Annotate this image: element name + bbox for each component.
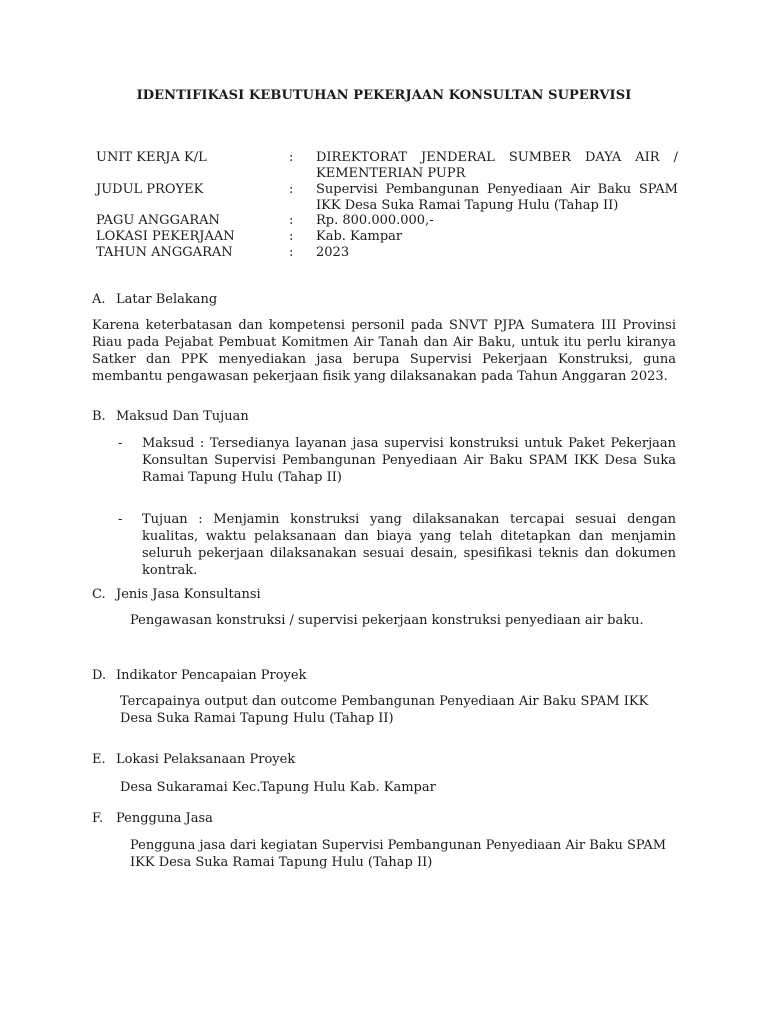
bullet-text: Tujuan : Menjamin konstruksi yang dilaksanakan tercapai sesuai dengan kualitas, waktu pelaksanaan dan biaya yang telah ditetapkan dan menjamin seluruh pekerjaan dilaksanakan sesuai desain, spesifikasi teknis dan dokumen kontrak. [142,512,676,578]
info-value: 2023 [316,245,350,260]
section-title: Jenis Jasa Konsultansi [116,587,261,602]
info-value: Supervisi Pembangunan Penyediaan Air Baku SPAM IKK Desa Suka Ramai Tapung Hulu (Tahap II) [316,182,678,213]
info-label: TAHUN ANGGARAN [96,245,233,260]
info-row-judul-proyek [96,182,680,214]
section-b-heading [92,409,249,425]
section-a-heading [92,292,217,308]
section-letter: C. [92,587,106,602]
section-letter: F. [92,811,104,826]
info-value: Rp. 800.000.000,- [316,213,434,228]
info-row-pagu-anggaran [96,213,680,229]
info-colon: : [289,245,294,260]
info-row-unit-kerja [96,150,680,182]
info-label: UNIT KERJA K/L [96,150,207,165]
section-d-body: Tercapainya output dan outcome Pembangunan Penyediaan Air Baku SPAM IKK Desa Suka Ramai Tapung Hulu (Tahap II) [120,694,649,726]
bullet-text: Maksud : Tersedianya layanan jasa supervisi konstruksi untuk Paket Pekerjaan Konsultan Supervisi Pembangunan Penyediaan Air Baku SPAM IKK Desa Suka Ramai Tapung Hulu (Tahap II) [142,436,676,485]
info-row-tahun-anggaran [96,245,680,261]
section-letter: B. [92,409,106,424]
section-f-body: Pengguna jasa dari kegiatan Supervisi Pembangunan Penyediaan Air Baku SPAM IKK Desa Suka Ramai Tapung Hulu (Tahap II) [130,838,667,870]
section-title: Lokasi Pelaksanaan Proyek [116,752,296,767]
bullet-dash: - [118,512,123,527]
info-colon: : [289,213,294,228]
info-row-lokasi-pekerjaan [96,229,680,245]
bullet-maksud [118,435,676,486]
section-letter: D. [92,668,107,683]
section-c-heading [92,587,261,603]
section-d-heading [92,668,306,684]
section-title: Pengguna Jasa [116,811,213,826]
info-label: JUDUL PROYEK [96,182,204,197]
section-letter: A. [92,292,106,307]
info-value: DIREKTORAT JENDERAL SUMBER DAYA AIR / KEMENTERIAN PUPR [316,150,678,181]
bullet-dash: - [118,436,123,451]
section-title: Indikator Pencapaian Proyek [116,668,307,683]
bullet-tujuan [118,511,676,579]
info-value: Kab. Kampar [316,229,403,244]
section-title: Maksud Dan Tujuan [116,409,249,424]
section-f-heading [92,811,213,827]
section-a-body: Karena keterbatasan dan kompetensi personil pada SNVT PJPA Sumatera III Provinsi Riau pada Pejabat Pembuat Komitmen Air Tanah dan Air Baku, untuk itu perlu kiranya Satker dan PPK menyediakan jasa berupa Supervisi Pekerjaan Konstruksi, guna membantu pengawasan pekerjaan fisik yang dilaksanakan pada Tahun Anggaran 2023. [92,318,676,384]
section-c-body: Pengawasan konstruksi / supervisi pekerjaan konstruksi penyediaan air baku. [130,613,644,628]
info-label: LOKASI PEKERJAAN [96,229,235,244]
section-letter: E. [92,752,106,767]
section-e-heading [92,752,295,768]
info-colon: : [289,150,294,165]
section-e-body: Desa Sukaramai Kec.Tapung Hulu Kab. Kampar [120,780,436,795]
info-colon: : [289,182,294,197]
info-colon: : [289,229,294,244]
document-title: IDENTIFIKASI KEBUTUHAN PEKERJAAN KONSULTAN SUPERVISI [136,88,632,103]
section-title: Latar Belakang [116,292,218,307]
info-label: PAGU ANGGARAN [96,213,220,228]
